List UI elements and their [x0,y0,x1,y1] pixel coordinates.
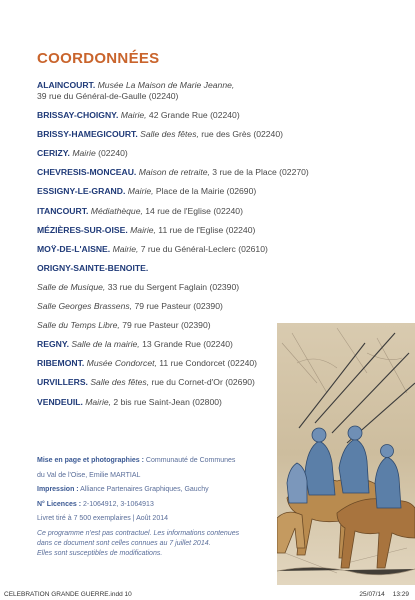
venue-address: rue du Cornet-d'Or (02690) [149,377,255,388]
commune-name: BRISSY-HAMEGICOURT. [37,129,138,140]
layout-credit-cont: du Val de l'Oise, Emilie MARTIAL [37,471,141,479]
slug-time: 13:29 [392,591,409,598]
venue-address: 13 Grande Rue (02240) [139,339,233,350]
commune-name: CERIZY. [37,148,70,159]
venue-name: Mairie, [120,110,147,121]
venue-name: Salle du Temps Libre, [37,320,120,331]
venue-address: 3 rue de la Place (02270) [209,167,309,178]
commune-name: REGNY. [37,339,69,350]
commune-name: ALAINCOURT. [37,80,96,90]
print-label: Impression : [37,486,79,494]
commune-name: URVILLERS. [37,377,88,388]
layout-value: Communauté de Communes [143,457,236,464]
page-title: COORDONNÉES [37,50,160,67]
commune-name: VENDEUIL. [37,396,83,407]
address-entry [37,225,377,236]
venue-address: Place de la Mairie (02690) [153,186,257,197]
venue-address: 42 Grande Rue (02240) [146,110,240,121]
address-entry [37,186,377,197]
venue-name: Salle de Musique, [37,281,106,292]
venue-name: Salle des fêtes, [140,129,199,140]
slug-datetime [351,591,409,598]
commune-name: ESSIGNY-LE-GRAND. [37,186,126,197]
soldiers-painting [277,323,415,585]
licence-credit [37,500,272,509]
venue-name: Mairie, [85,396,112,407]
notice-line-1: Ce programme n'est pas contractuel. Les informations contenues [37,529,240,537]
venue-name: Médiathèque, [90,205,143,216]
venue-address: 79 rue Pasteur (02390) [119,320,211,331]
venue-name: Mairie, [127,186,154,197]
commune-name: BRISSAY-CHOIGNY. [37,110,119,121]
venue-address: rue des Grès (02240) [198,129,283,140]
notice-line-3: Elles sont susceptibles de modifications. [37,550,163,558]
address-entry [37,282,377,293]
venue-name: Salle des fêtes, [90,377,150,388]
print-slug [0,589,415,600]
slug-filename: CELEBRATION GRANDE GUERRE.indd 10 [4,591,132,598]
venue-address: 2 bis rue Saint-Jean (02800) [111,396,222,407]
venue-address: 33 rue du Sergent Faglain (02390) [105,281,240,292]
address-entry [37,206,377,217]
address-entry [37,80,377,102]
licence-label: N° Licences : [37,500,82,508]
commune-name: RIBEMONT. [37,358,85,369]
licence-value: 2-1064912, 3-1064913 [81,500,154,508]
address-entry [37,129,377,140]
venue-address: 14 rue de l'Eglise (02240) [142,205,243,216]
venue-name: Mairie, [112,243,139,254]
print-credit [37,485,272,494]
address-entry [37,244,377,255]
print-run: Livret tiré à 7 500 exemplaires | Août 2014 [37,515,169,523]
address-entry [37,263,377,274]
commune-name: ORIGNY-SAINTE-BENOITE. [37,262,149,273]
venue-address: 7 rue du Général-Leclerc (02610) [138,243,268,254]
venue-address-line2: 39 rue du Général-de-Gaulle (02240) [37,91,179,101]
credits-block [37,456,272,560]
commune-name: MOŸ-DE-L'AISNE. [37,243,111,254]
print-value: Alliance Partenaires Graphiques, Gauchy [78,486,209,494]
address-entry [37,167,377,178]
commune-name: CHEVRESIS-MONCEAU. [37,167,137,178]
slug-date: 25/07/14 [359,591,385,598]
venue-name: Maison de retraite, [138,167,210,178]
venue-name: Mairie, [130,224,156,235]
venue-name: Musée La Maison de Marie Jeanne, [97,80,235,90]
venue-name: Salle de la mairie, [71,339,140,350]
address-entry [37,148,377,159]
layout-credit [37,456,272,465]
notice-line-2: dans ce document sont celles connues au 7 juillet 2014. [37,540,211,548]
venue-address: 11 rue de l'Eglise (02240) [155,224,256,235]
layout-label: Mise en page et photographies : [37,457,144,464]
venue-name: Salle Georges Brassens, [37,301,133,312]
venue-name: Mairie [72,148,96,159]
venue-address: (02240) [95,148,128,159]
commune-name: ITANCOURT. [37,205,89,216]
venue-name: Musée Condorcet, [86,358,157,369]
commune-name: MÉZIÈRES-SUR-OISE. [37,224,128,235]
venue-address: 11 rue Condorcet (02240) [156,358,258,369]
address-entry [37,110,377,121]
address-entry [37,301,377,312]
venue-address: 79 rue Pasteur (02390) [132,301,223,312]
